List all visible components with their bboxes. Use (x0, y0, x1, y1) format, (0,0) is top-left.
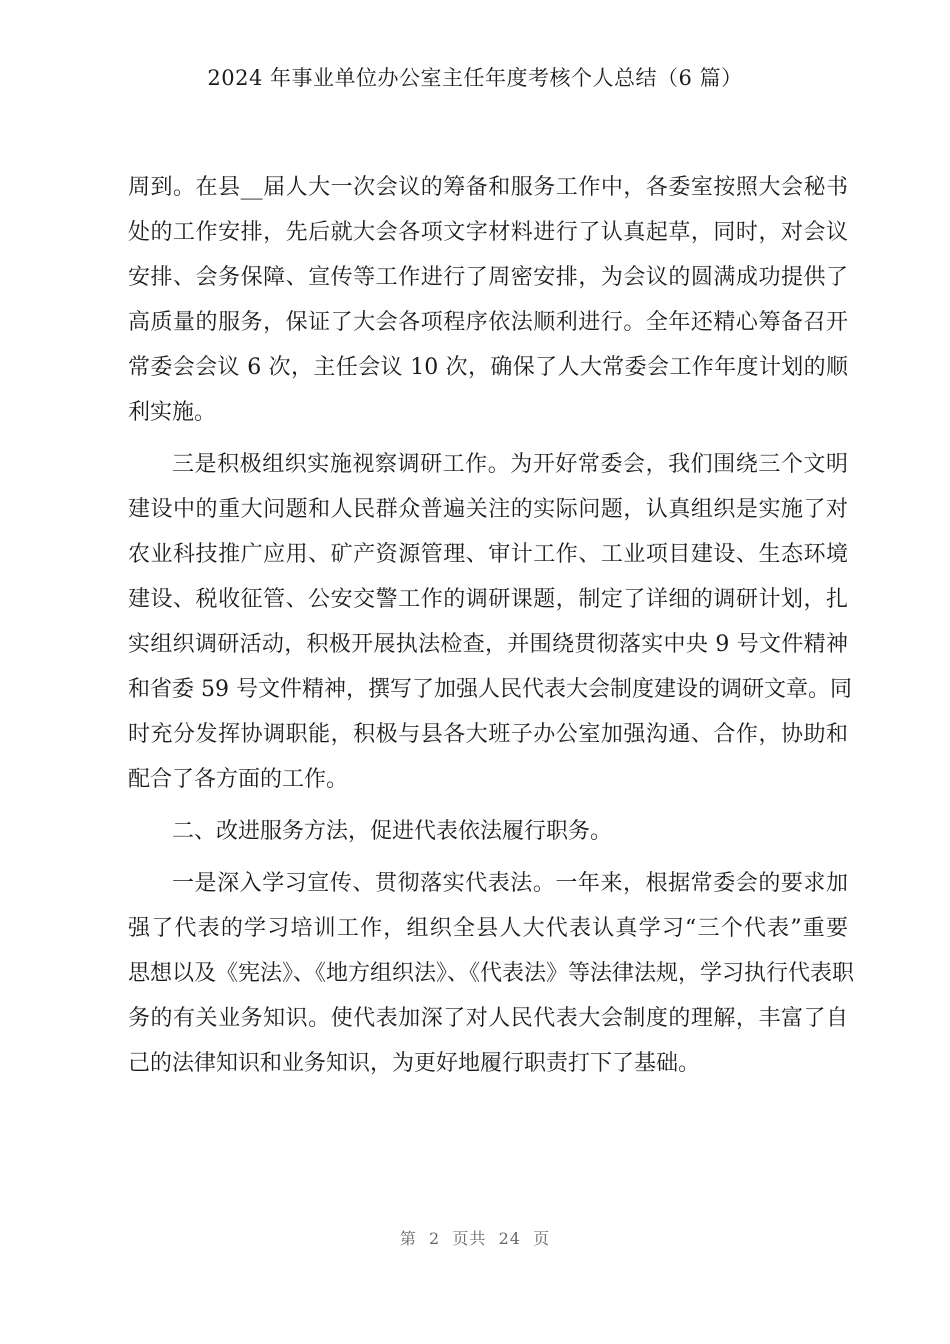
text-line: 高质量的服务，保证了大会各项程序依法顺利进行。全年还精心筹备召开 (128, 310, 848, 335)
paragraph (128, 861, 855, 1086)
text-line: 己的法律知识和业务知识，为更好地履行职责打下了基础。 (128, 1051, 701, 1076)
text-line: 时充分发挥协调职能，积极与县各大班子办公室加强沟通、合作，协助和 (128, 722, 848, 747)
paragraph (128, 165, 848, 435)
text-line: 和省委 59 号文件精神，撰写了加强人民代表大会制度建设的调研文章。同 (128, 677, 852, 702)
text-line: 三是积极组织实施视察调研工作。为开好常委会，我们围绕三个文明 (172, 452, 848, 477)
text-line: 周到。在县__届人大一次会议的筹备和服务工作中，各委室按照大会秘书 (128, 175, 848, 200)
text-line: 利实施。 (128, 400, 217, 425)
text-line: 一是深入学习宣传、贯彻落实代表法。一年来，根据常委会的要求加 (172, 871, 848, 896)
document-body (128, 165, 855, 1093)
text-line: 务的有关业务知识。使代表加深了对人民代表大会制度的理解，丰富了自 (128, 1006, 848, 1031)
text-line: 安排、会务保障、宣传等工作进行了周密安排，为会议的圆满成功提供了 (128, 265, 848, 290)
section-heading (128, 809, 848, 854)
text-line: 实组织调研活动，积极开展执法检查，并围绕贯彻落实中央 9 号文件精神 (128, 632, 848, 657)
text-line: 思想以及《宪法》、《地方组织法》、《代表法》等法律法规，学习执行代表职 (128, 961, 855, 986)
document-title: 2024 年事业单位办公室主任年度考核个人总结（6 篇） (207, 66, 743, 90)
text-line: 配合了各方面的工作。 (128, 767, 349, 792)
text-line: 处的工作安排，先后就大会各项文字材料进行了认真起草，同时，对会议 (128, 220, 848, 245)
paragraph (128, 442, 852, 802)
text-line: 二、改进服务方法，促进代表依法履行职务。 (172, 819, 613, 844)
page-number-footer: 第 2 页共 24 页 (399, 1229, 551, 1248)
text-line: 农业科技推广应用、矿产资源管理、审计工作、工业项目建设、生态环境 (128, 542, 848, 567)
text-line: 常委会会议 6 次，主任会议 10 次，确保了人大常委会工作年度计划的顺 (128, 355, 848, 380)
text-line: 建设中的重大问题和人民群众普遍关注的实际问题，认真组织是实施了对 (128, 497, 848, 522)
text-line: 强了代表的学习培训工作，组织全县人大代表认真学习“三个代表”重要 (128, 916, 848, 941)
text-line: 建设、税收征管、公安交警工作的调研课题，制定了详细的调研计划，扎 (128, 587, 848, 612)
